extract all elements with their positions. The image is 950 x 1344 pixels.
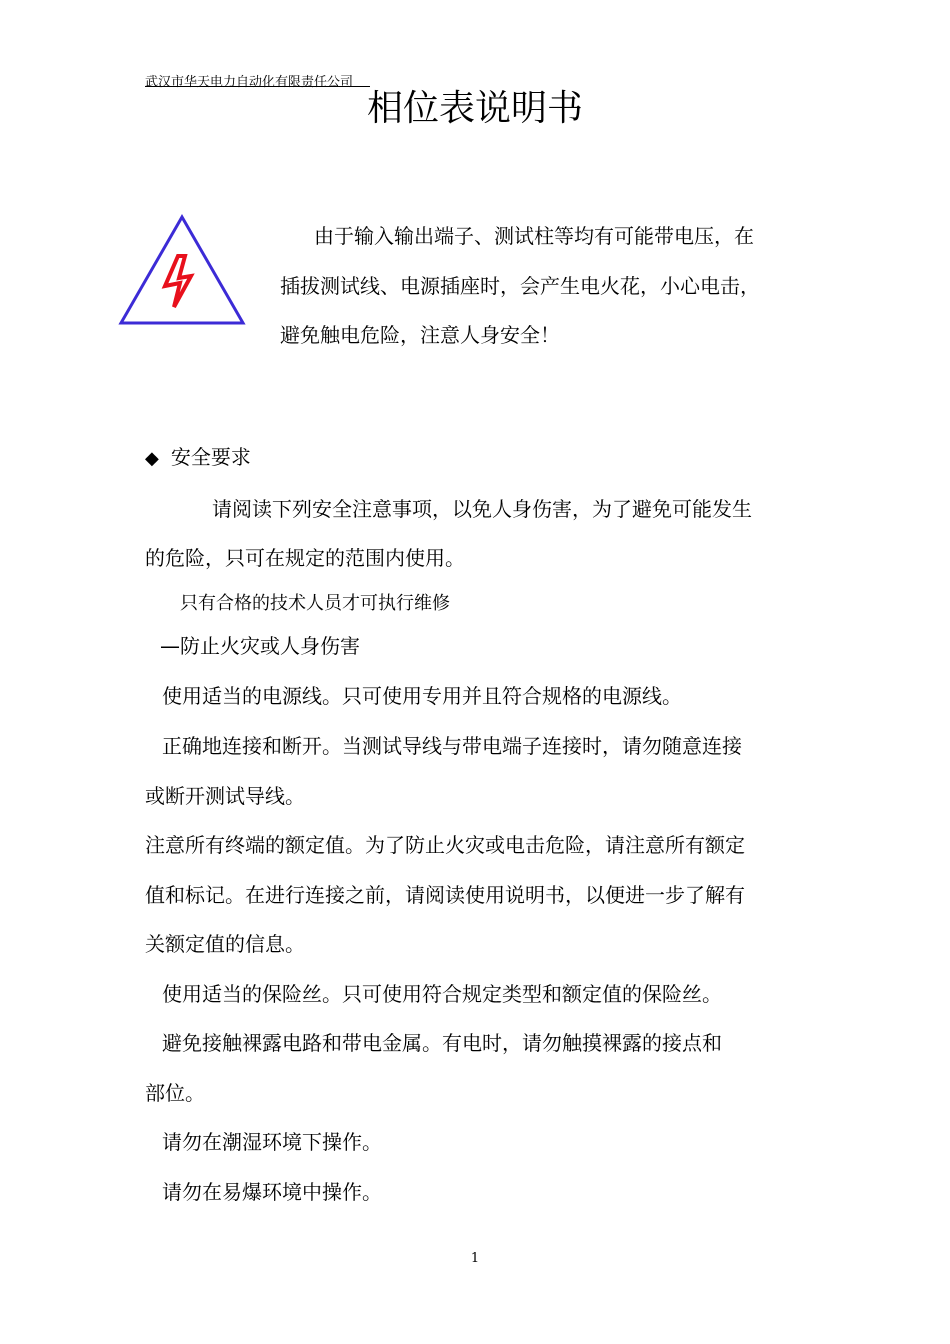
company-name: 武汉市华天电力自动化有限责任公司 <box>145 75 354 90</box>
safety-item-2-cont: 或断开测试导线。 <box>145 784 305 808</box>
warning-text-line-3: 避免触电危险，注意人身安全！ <box>280 323 560 347</box>
safety-item-7: 请勿在易爆环境中操作。 <box>162 1180 382 1204</box>
safety-item-3-cont-2: 关额定值的信息。 <box>145 932 305 956</box>
safety-item-1: 使用适当的电源线。只可使用专用并且符合规格的电源线。 <box>162 684 682 708</box>
safety-heading <box>145 441 251 470</box>
diamond-bullet-icon: ◆ <box>145 448 159 469</box>
safety-item-6: 请勿在潮湿环境下操作。 <box>162 1130 382 1154</box>
safety-item-3: 注意所有终端的额定值。为了防止火灾或电击危险，请注意所有额定 <box>145 833 745 857</box>
safety-item-3-cont-1: 值和标记。在进行连接之前，请阅读使用说明书，以便进一步了解有 <box>145 883 745 907</box>
safety-item-5: 避免接触裸露电路和带电金属。有电时，请勿触摸裸露的接点和 <box>162 1031 722 1055</box>
fire-injury-subheading: —防止火灾或人身伤害 <box>160 634 360 658</box>
warning-text-line-2: 插拔测试线、电源插座时，会产生电火花，小心电击， <box>280 274 760 298</box>
document-title: 相位表说明书 <box>366 88 583 129</box>
safety-item-5-cont: 部位。 <box>145 1081 205 1105</box>
high-voltage-warning-icon <box>118 214 246 326</box>
warning-text-line-1: 由于输入输出端子、测试柱等均有可能带电压，在 <box>314 224 754 248</box>
page-number: 1 <box>470 1251 480 1266</box>
safety-item-2: 正确地连接和断开。当测试导线与带电端子连接时，请勿随意连接 <box>162 734 742 758</box>
safety-intro-line-1: 请阅读下列安全注意事项，以免人身伤害，为了避免可能发生 <box>212 497 752 521</box>
safety-heading-text: 安全要求 <box>170 445 251 469</box>
safety-intro-line-2: 的危险，只可在规定的范围内使用。 <box>145 546 465 570</box>
safety-item-4: 使用适当的保险丝。只可使用符合规定类型和额定值的保险丝。 <box>162 982 722 1006</box>
repair-note: 只有合格的技术人员才可执行维修 <box>180 593 450 614</box>
